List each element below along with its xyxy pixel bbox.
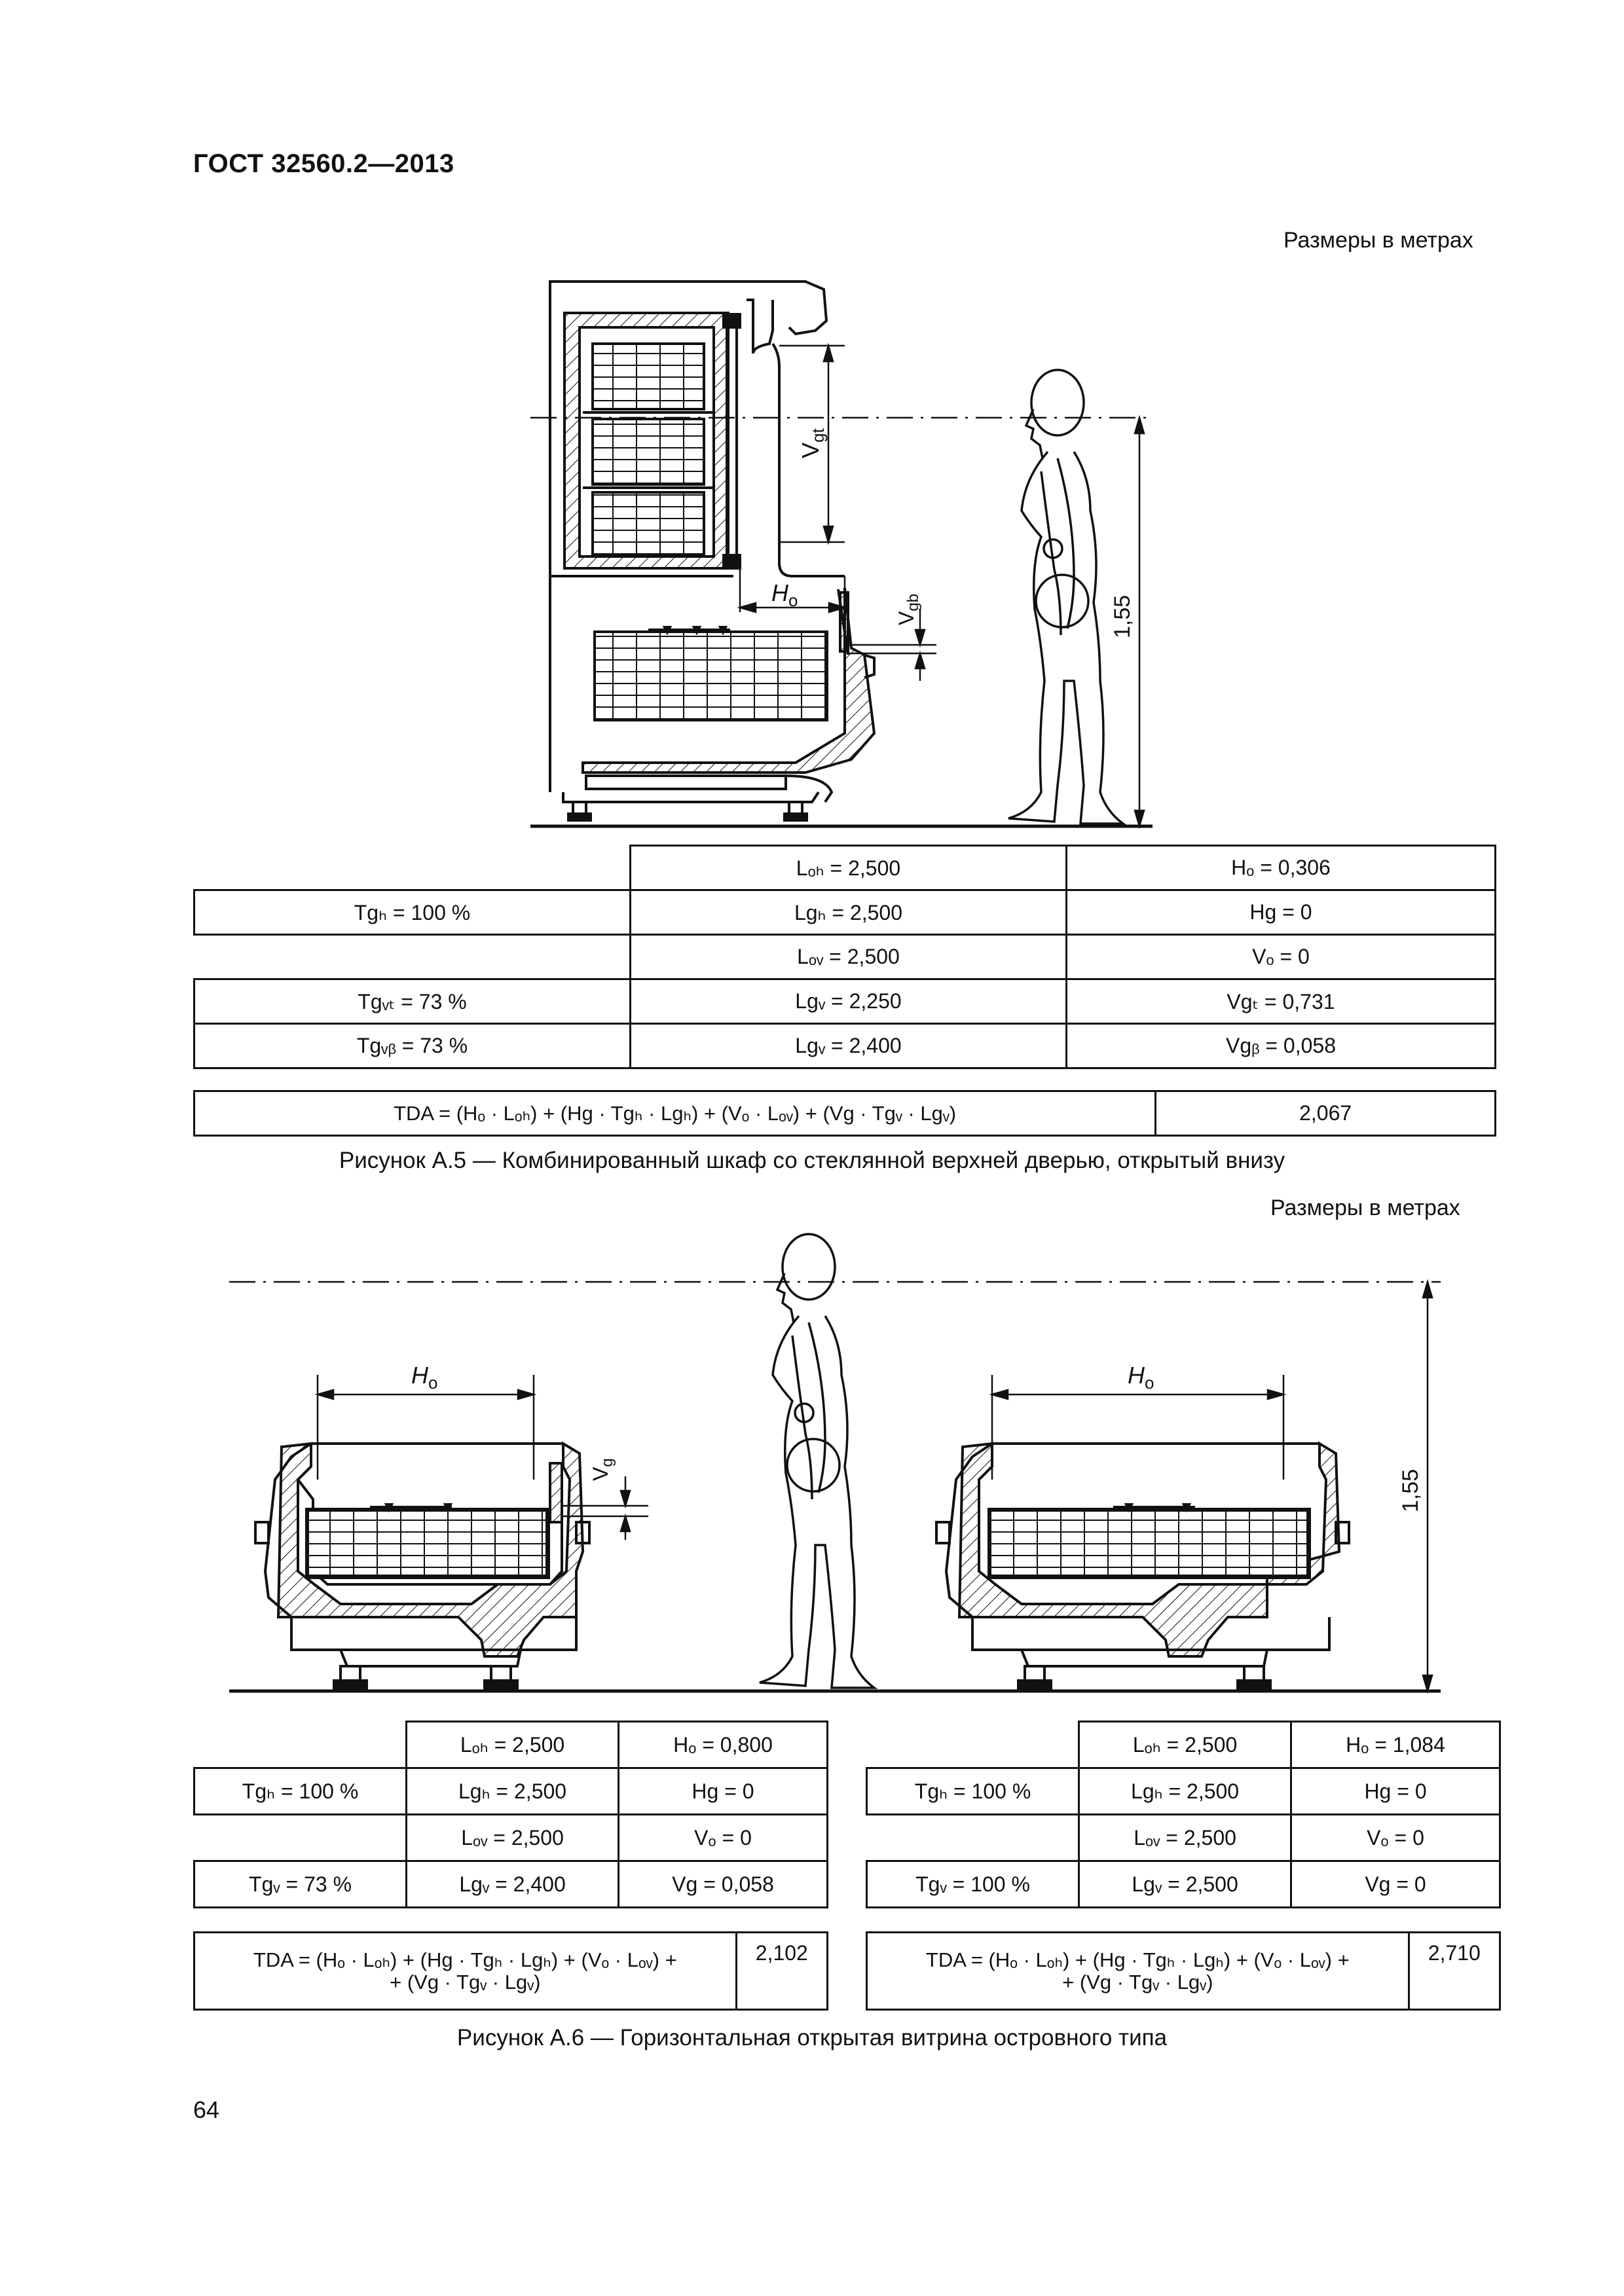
island-case-left [255,1444,589,1688]
cell-hg: Hɡ = 0 [1066,890,1495,935]
cell-vo-left: Vₒ = 0 [619,1815,828,1861]
height-label-a5: 1,55 [1110,594,1135,638]
island-case-right [936,1444,1349,1688]
ho-dimension-right [992,1375,1283,1480]
tda-formula-right [867,1933,1409,2010]
cell-hg-left: Hɡ = 0 [619,1768,828,1815]
cell-hg-right: Hɡ = 0 [1291,1768,1500,1815]
cell-lgv: Lɡᵥ = 2,400 [631,1024,1067,1068]
cell-vgt: Vɡₜ = 0,731 [1066,979,1495,1024]
tda-formula-left-line2: + (Vɡ · Tɡᵥ · Lɡᵥ) [390,1970,541,1994]
cell-loh-right: Lₒₕ = 2,500 [1079,1722,1291,1768]
cell-lgh-right: Lɡₕ = 2,500 [1079,1768,1291,1815]
cell-tgh-right: Tɡₕ = 100 % [867,1768,1079,1815]
empty-cell [194,1722,407,1768]
cell-tgv-left: Tɡᵥ = 73 % [194,1861,407,1908]
cell-tgh: Tɡₕ = 100 % [194,890,631,935]
tda-formula-left [194,1933,737,2010]
vg-label: $V_g$ [589,1458,616,1481]
cell-ho: Hₒ = 0,306 [1066,846,1495,890]
cell-lgv-right: Lɡᵥ = 2,500 [1079,1861,1291,1908]
tda-formula-right-line1: TDA = (Hₒ · Lₒₕ) + (Hɡ · Tɡₕ · Lɡₕ) + (Vₒ · Lₒᵥ) + [925,1948,1350,1971]
tda-value-right: 2,710 [1409,1933,1500,2010]
height-dimension-a6 [1423,1282,1432,1691]
human-figure-a6 [760,1234,874,1688]
cell-vgb: Vɡᵦ = 0,058 [1066,1024,1495,1068]
empty-cell [867,1815,1079,1861]
cell-lov-right: Lₒᵥ = 2,500 [1079,1815,1291,1861]
vgb-label: $V_{gb}$ [895,593,922,625]
page-number: 64 [193,2096,220,2123]
figure-a6-left-table [193,1721,828,1908]
height-label-a6: 1,55 [1398,1468,1423,1512]
caption-a6: Рисунок А.6 — Горизонтальная открытая витрина островного типа [456,2025,1168,2050]
tda-formula-a5: TDA = (Hₒ · Lₒₕ) + (Hɡ · Tɡₕ · Lɡₕ) + (Vₒ · Lₒᵥ) + (Vɡ · Tɡᵥ · Lɡᵥ) [194,1091,1156,1136]
cell-vg-left: Vɡ = 0,058 [619,1861,828,1908]
cell-vo-right: Vₒ = 0 [1291,1815,1500,1861]
caption-a5: Рисунок А.5 — Комбинированный шкаф со стеклянной верхней дверью, открытый внизу [339,1148,1285,1173]
cell-ho-right: Hₒ = 1,084 [1291,1722,1500,1768]
empty-cell [194,1815,407,1861]
tda-formula-right-line2: + (Vɡ · Tɡᵥ · Lɡᵥ) [1062,1970,1213,1994]
empty-cell [867,1722,1079,1768]
cell-tgh-left: Tɡₕ = 100 % [194,1768,407,1815]
cell-lgh: Lɡₕ = 2,500 [631,890,1067,935]
figure-a6-right-table [866,1721,1501,1908]
tda-value-left: 2,102 [736,1933,827,2010]
tda-formula-left-line1: TDA = (Hₒ · Lₒₕ) + (Hɡ · Tɡₕ · Lɡₕ) + (Vₒ · Lₒᵥ) + [253,1948,677,1971]
ho-label-right: $H_o$ [1128,1362,1154,1393]
document-header: ГОСТ 32560.2—2013 [193,149,454,178]
cell-lgv: Lɡᵥ = 2,250 [631,979,1067,1024]
vgt-label: $V_{gt}$ [797,428,828,458]
cell-ho-left: Hₒ = 0,800 [619,1722,828,1768]
ho-label-left: $H_o$ [411,1362,438,1393]
units-note-a6: Размеры в метрах [1270,1195,1460,1220]
cell-vg-right: Vɡ = 0 [1291,1861,1500,1908]
cell-lov: Lₒᵥ = 2,500 [631,935,1067,979]
cell-vo: Vₒ = 0 [1066,935,1495,979]
cell-lov-left: Lₒᵥ = 2,500 [407,1815,619,1861]
figure-a6-right-formula [866,1931,1501,2011]
cell-tgvt: Tɡᵥₜ = 73 % [194,979,631,1024]
cell-tgv-right: Tɡᵥ = 100 % [867,1861,1079,1908]
cell-lgv-left: Lɡᵥ = 2,400 [407,1861,619,1908]
ho-label-a5: $H_o$ [771,579,798,610]
cell-loh: Lₒₕ = 2,500 [631,846,1067,890]
units-note-a5: Размеры в метрах [1283,228,1473,253]
cell-loh-left: Lₒₕ = 2,500 [407,1722,619,1768]
cell-lgh-left: Lɡₕ = 2,500 [407,1768,619,1815]
figure-a6-left-formula [193,1931,828,2011]
ho-dimension-left [318,1375,534,1480]
tda-value-a5: 2,067 [1156,1091,1496,1136]
cell-tgvb: Tɡᵥᵦ = 73 % [194,1024,631,1068]
